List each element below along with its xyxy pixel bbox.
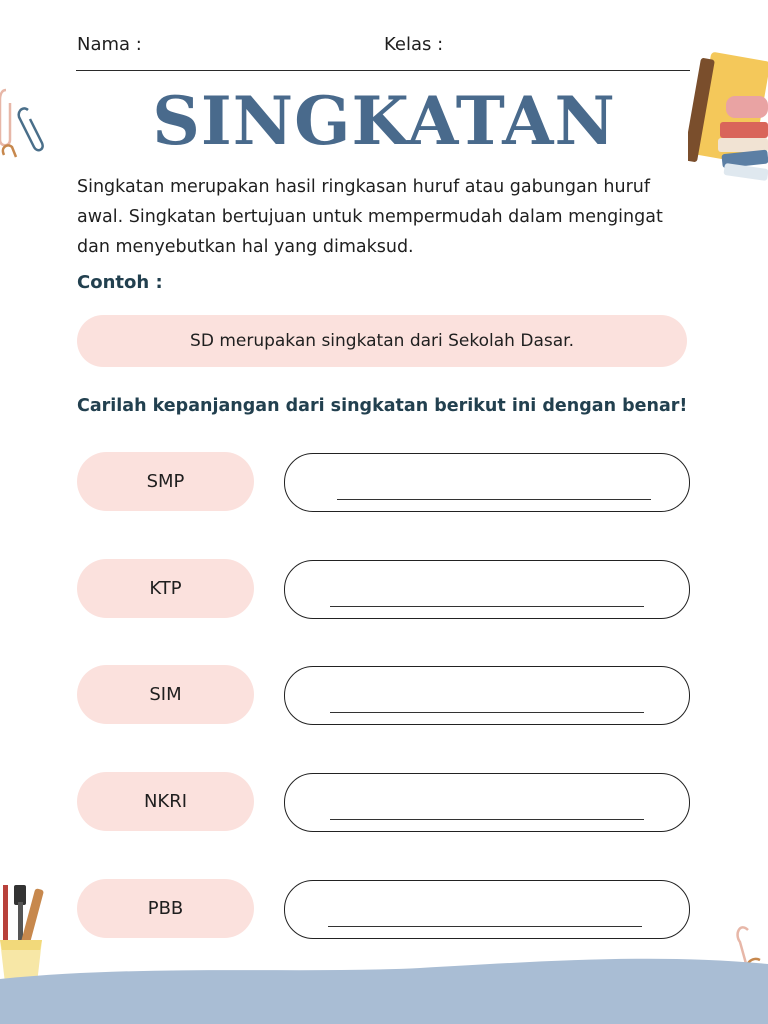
name-label: Nama : [77,34,142,55]
instruction: Carilah kepanjangan dari singkatan berikut ini dengan benar! [77,396,688,416]
abbreviation-text: PBB [147,898,184,919]
answer-field[interactable] [284,666,690,725]
answer-field[interactable] [284,453,690,512]
answer-field[interactable] [284,560,690,619]
intro-line: Singkatan merupakan hasil ringkasan huruf atau gabungan huruf [77,177,651,197]
abbreviation-pill [77,452,254,511]
answer-line [330,819,644,820]
intro-line: dan menyebutkan hal yang dimaksud. [77,237,414,257]
answer-field[interactable] [284,773,690,832]
answer-line [330,606,644,607]
bottom-wave [0,954,768,1024]
abbreviation-text: KTP [149,578,182,599]
abbreviation-pill [77,879,254,938]
abbreviation-pill [77,772,254,831]
abbreviation-pill [77,665,254,724]
example-heading: Contoh : [77,272,163,293]
intro-paragraph [77,172,697,262]
answer-line [337,499,651,500]
answer-line [328,926,642,927]
answer-line [330,712,644,713]
name-class-underline [76,70,690,71]
page-title: SINGKATAN [152,82,616,160]
abbreviation-text: SMP [146,471,185,492]
books-icon [688,44,768,186]
abbreviation-text: NKRI [143,791,188,812]
intro-line: awal. Singkatan bertujuan untuk mempermudah dalam mengingat [77,207,663,227]
paperclip-icon [0,85,48,165]
class-label: Kelas : [384,34,444,55]
example-box [77,315,687,367]
answer-field[interactable] [284,880,690,939]
abbreviation-text: SIM [149,684,182,705]
abbreviation-pill [77,559,254,618]
example-sentence: SD merupakan singkatan dari Sekolah Dasar. [190,331,574,351]
